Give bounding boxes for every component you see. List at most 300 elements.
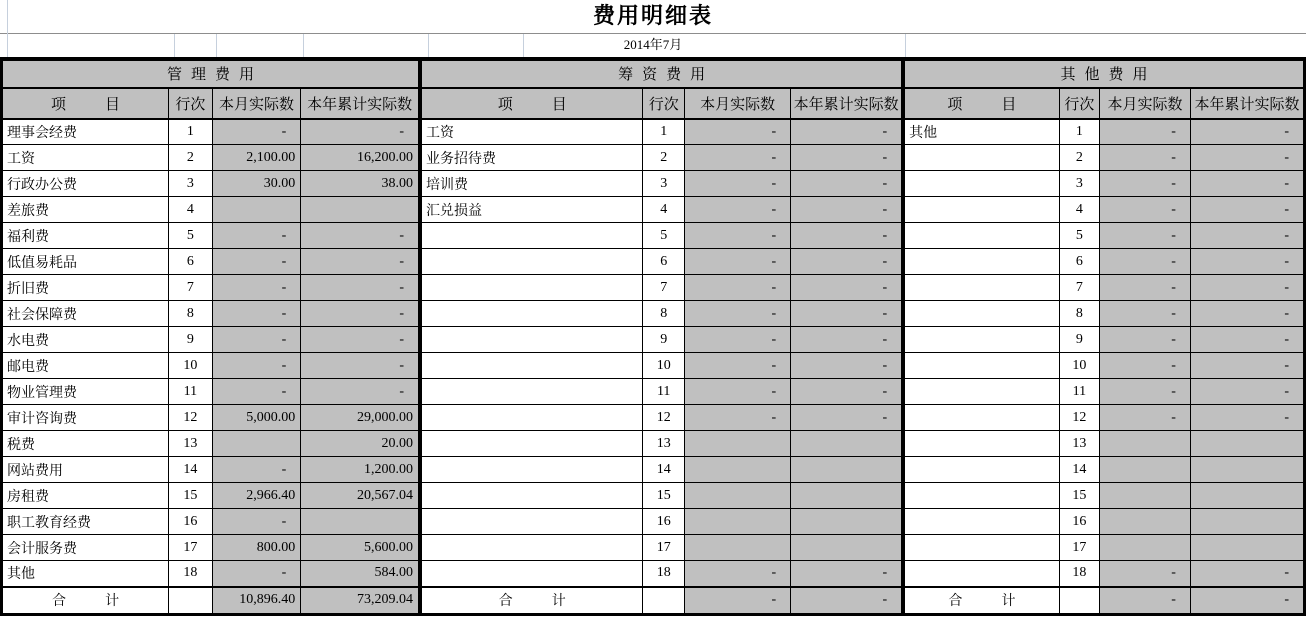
section-financing [421, 60, 904, 614]
table-row [905, 353, 1304, 379]
line-number-cell[interactable]: 14 [1059, 457, 1099, 483]
year-actual-cell[interactable]: 584.00 [301, 561, 420, 587]
total-line-cell[interactable] [643, 587, 685, 614]
month-actual-cell[interactable] [684, 457, 790, 483]
table-row [905, 431, 1304, 457]
section-header-row [905, 61, 1304, 88]
line-number-cell[interactable]: 1 [1059, 119, 1099, 145]
table-row [3, 275, 420, 301]
table-row [422, 171, 903, 197]
line-number-cell[interactable]: 9 [1059, 327, 1099, 353]
page-title[interactable]: 费用明细表 [0, 0, 1306, 34]
expense-table [0, 57, 1306, 616]
total-month-cell[interactable]: - [1100, 587, 1191, 614]
table-row [905, 301, 1304, 327]
header-item[interactable]: 项目 [905, 88, 1060, 119]
month-actual-cell[interactable] [684, 483, 790, 509]
item-cell[interactable] [905, 353, 1060, 379]
item-cell[interactable] [422, 535, 643, 561]
item-cell[interactable]: 会计服务费 [3, 535, 169, 561]
item-cell[interactable]: 业务招待费 [422, 145, 643, 171]
header-year-actual[interactable]: 本年累计实际数 [791, 88, 903, 119]
table-row [3, 509, 420, 535]
month-actual-cell[interactable] [684, 509, 790, 535]
year-actual-cell[interactable] [791, 483, 903, 509]
month-actual-cell[interactable] [212, 431, 301, 457]
month-actual-cell[interactable]: - [212, 223, 301, 249]
year-actual-cell[interactable]: - [791, 145, 903, 171]
line-number-cell[interactable]: 17 [169, 535, 213, 561]
month-actual-cell[interactable] [1100, 509, 1191, 535]
line-number-cell[interactable]: 15 [169, 483, 213, 509]
year-actual-cell[interactable]: - [791, 119, 903, 145]
gridline [428, 34, 429, 57]
year-actual-cell[interactable]: - [791, 301, 903, 327]
year-actual-cell[interactable]: - [1190, 119, 1303, 145]
line-number-cell[interactable]: 8 [643, 301, 685, 327]
month-actual-cell[interactable]: - [684, 353, 790, 379]
month-actual-cell[interactable]: - [684, 561, 790, 587]
line-number-cell[interactable]: 6 [169, 249, 213, 275]
line-number-cell[interactable]: 16 [1059, 509, 1099, 535]
line-number-cell[interactable]: 3 [643, 171, 685, 197]
gridline [905, 34, 906, 57]
month-actual-cell[interactable]: - [684, 249, 790, 275]
line-number-cell[interactable]: 15 [643, 483, 685, 509]
table-row [422, 509, 903, 535]
year-actual-cell[interactable] [791, 509, 903, 535]
item-cell[interactable]: 税费 [3, 431, 169, 457]
section-header-other[interactable]: 其他费用 [905, 61, 1304, 88]
table-row [3, 171, 420, 197]
item-cell[interactable] [905, 327, 1060, 353]
year-actual-cell[interactable] [791, 431, 903, 457]
section-header-financing[interactable]: 筹资费用 [422, 61, 903, 88]
line-number-cell[interactable]: 4 [1059, 197, 1099, 223]
item-cell[interactable] [422, 223, 643, 249]
month-actual-cell[interactable]: - [212, 509, 301, 535]
item-cell[interactable] [422, 561, 643, 587]
line-number-cell[interactable]: 9 [643, 327, 685, 353]
month-actual-cell[interactable]: 30.00 [212, 171, 301, 197]
table-row [3, 223, 420, 249]
line-number-cell[interactable]: 11 [1059, 379, 1099, 405]
table-row [3, 353, 420, 379]
year-actual-cell[interactable]: - [1190, 223, 1303, 249]
line-number-cell[interactable]: 4 [169, 197, 213, 223]
line-number-cell[interactable]: 5 [169, 223, 213, 249]
year-actual-cell[interactable] [301, 197, 420, 223]
year-actual-cell[interactable]: - [301, 249, 420, 275]
line-number-cell[interactable]: 10 [643, 353, 685, 379]
header-line-no[interactable]: 行次 [1059, 88, 1099, 119]
month-actual-cell[interactable]: - [684, 379, 790, 405]
month-actual-cell[interactable]: - [212, 301, 301, 327]
column-header-row [422, 88, 903, 119]
year-actual-cell[interactable]: - [1190, 353, 1303, 379]
year-actual-cell[interactable]: - [1190, 171, 1303, 197]
item-cell[interactable] [905, 223, 1060, 249]
year-actual-cell[interactable]: 5,600.00 [301, 535, 420, 561]
month-actual-cell[interactable]: - [684, 223, 790, 249]
total-year-cell[interactable]: - [791, 587, 903, 614]
item-cell[interactable]: 培训费 [422, 171, 643, 197]
item-cell[interactable] [422, 301, 643, 327]
year-actual-cell[interactable]: - [1190, 379, 1303, 405]
item-cell[interactable]: 社会保障费 [3, 301, 169, 327]
month-actual-cell[interactable]: - [212, 119, 301, 145]
year-actual-cell[interactable]: - [791, 223, 903, 249]
year-actual-cell[interactable]: - [791, 275, 903, 301]
month-actual-cell[interactable]: - [212, 379, 301, 405]
year-actual-cell[interactable]: - [301, 379, 420, 405]
table-row [422, 561, 903, 587]
month-actual-cell[interactable]: - [1100, 561, 1191, 587]
month-actual-cell[interactable]: - [684, 119, 790, 145]
item-cell[interactable] [905, 197, 1060, 223]
month-actual-cell[interactable]: - [684, 327, 790, 353]
table-row [3, 379, 420, 405]
line-number-cell[interactable]: 18 [169, 561, 213, 587]
header-item[interactable]: 项目 [422, 88, 643, 119]
line-number-cell[interactable]: 9 [169, 327, 213, 353]
month-actual-cell[interactable]: - [212, 327, 301, 353]
item-cell[interactable] [422, 353, 643, 379]
year-actual-cell[interactable]: - [1190, 197, 1303, 223]
item-cell[interactable] [905, 483, 1060, 509]
line-number-cell[interactable]: 16 [169, 509, 213, 535]
line-number-cell[interactable]: 8 [1059, 301, 1099, 327]
gridline [523, 34, 524, 57]
section-header-row [3, 61, 420, 88]
item-cell[interactable]: 水电费 [3, 327, 169, 353]
year-actual-cell[interactable]: - [301, 275, 420, 301]
month-actual-cell[interactable] [684, 431, 790, 457]
item-cell[interactable] [422, 379, 643, 405]
header-month-actual[interactable]: 本月实际数 [212, 88, 301, 119]
header-year-actual[interactable]: 本年累计实际数 [301, 88, 420, 119]
item-cell[interactable]: 物业管理费 [3, 379, 169, 405]
item-cell[interactable]: 折旧费 [3, 275, 169, 301]
month-actual-cell[interactable]: - [1100, 379, 1191, 405]
year-actual-cell[interactable]: - [301, 119, 420, 145]
year-actual-cell[interactable] [791, 535, 903, 561]
year-actual-cell[interactable] [1190, 483, 1303, 509]
line-number-cell[interactable]: 10 [1059, 353, 1099, 379]
table-row [905, 197, 1304, 223]
month-actual-cell[interactable]: - [1100, 119, 1191, 145]
item-cell[interactable] [905, 379, 1060, 405]
year-actual-cell[interactable]: - [1190, 327, 1303, 353]
line-number-cell[interactable]: 2 [643, 145, 685, 171]
table-row [3, 327, 420, 353]
line-number-cell[interactable]: 12 [169, 405, 213, 431]
line-number-cell[interactable]: 17 [1059, 535, 1099, 561]
month-actual-cell[interactable] [684, 535, 790, 561]
total-label[interactable]: 合计 [3, 587, 169, 614]
item-cell[interactable] [905, 405, 1060, 431]
table-row [422, 405, 903, 431]
month-actual-cell[interactable] [1100, 457, 1191, 483]
month-actual-cell[interactable]: - [684, 405, 790, 431]
month-actual-cell[interactable]: - [684, 301, 790, 327]
item-cell[interactable] [422, 457, 643, 483]
line-number-cell[interactable]: 11 [169, 379, 213, 405]
month-actual-cell[interactable]: - [212, 249, 301, 275]
year-actual-cell[interactable] [1190, 535, 1303, 561]
sheet-header-area [0, 0, 1306, 57]
gridline [174, 34, 175, 57]
item-cell[interactable] [422, 275, 643, 301]
line-number-cell[interactable]: 17 [643, 535, 685, 561]
line-number-cell[interactable]: 2 [169, 145, 213, 171]
item-cell[interactable] [422, 249, 643, 275]
table-row [3, 249, 420, 275]
line-number-cell[interactable]: 14 [169, 457, 213, 483]
year-actual-cell[interactable]: - [791, 379, 903, 405]
year-actual-cell[interactable]: 29,000.00 [301, 405, 420, 431]
item-cell[interactable] [422, 405, 643, 431]
total-line-cell[interactable] [1059, 587, 1099, 614]
month-actual-cell[interactable]: - [1100, 353, 1191, 379]
month-actual-cell[interactable]: - [1100, 405, 1191, 431]
year-actual-cell[interactable]: - [1190, 561, 1303, 587]
line-number-cell[interactable]: 2 [1059, 145, 1099, 171]
line-number-cell[interactable]: 13 [169, 431, 213, 457]
table-row [422, 379, 903, 405]
item-cell[interactable]: 审计咨询费 [3, 405, 169, 431]
header-line-no[interactable]: 行次 [643, 88, 685, 119]
month-actual-cell[interactable]: - [684, 275, 790, 301]
month-actual-cell[interactable]: - [1100, 301, 1191, 327]
item-cell[interactable] [905, 275, 1060, 301]
item-cell[interactable] [422, 509, 643, 535]
year-actual-cell[interactable] [1190, 457, 1303, 483]
item-cell[interactable] [905, 431, 1060, 457]
year-actual-cell[interactable]: - [1190, 275, 1303, 301]
item-cell[interactable] [422, 431, 643, 457]
year-actual-cell[interactable] [301, 509, 420, 535]
total-row [3, 587, 420, 614]
month-actual-cell[interactable] [1100, 535, 1191, 561]
table-row [905, 249, 1304, 275]
year-actual-cell[interactable]: - [791, 353, 903, 379]
section-other [904, 60, 1304, 614]
month-actual-cell[interactable]: 5,000.00 [212, 405, 301, 431]
year-actual-cell[interactable]: - [791, 561, 903, 587]
line-number-cell[interactable]: 1 [169, 119, 213, 145]
year-actual-cell[interactable]: - [1190, 301, 1303, 327]
table-row [422, 457, 903, 483]
table-row [905, 483, 1304, 509]
year-actual-cell[interactable]: - [791, 405, 903, 431]
table-row [3, 197, 420, 223]
line-number-cell[interactable]: 4 [643, 197, 685, 223]
month-actual-cell[interactable]: - [212, 275, 301, 301]
line-number-cell[interactable]: 3 [169, 171, 213, 197]
year-actual-cell[interactable] [791, 457, 903, 483]
year-actual-cell[interactable]: - [1190, 405, 1303, 431]
line-number-cell[interactable]: 13 [1059, 431, 1099, 457]
year-actual-cell[interactable]: 20.00 [301, 431, 420, 457]
month-actual-cell[interactable] [1100, 483, 1191, 509]
total-row [905, 587, 1304, 614]
line-number-cell[interactable]: 3 [1059, 171, 1099, 197]
item-cell[interactable]: 网站费用 [3, 457, 169, 483]
item-cell[interactable]: 低值易耗品 [3, 249, 169, 275]
table-row [905, 405, 1304, 431]
line-number-cell[interactable]: 10 [169, 353, 213, 379]
item-cell[interactable] [422, 327, 643, 353]
year-actual-cell[interactable]: - [301, 353, 420, 379]
month-actual-cell[interactable]: - [212, 353, 301, 379]
total-year-cell[interactable]: 73,209.04 [301, 587, 420, 614]
table-row [3, 457, 420, 483]
table-row [905, 509, 1304, 535]
header-year-actual[interactable]: 本年累计实际数 [1190, 88, 1303, 119]
item-cell[interactable]: 理事会经费 [3, 119, 169, 145]
item-cell[interactable]: 工资 [422, 119, 643, 145]
table-row [905, 457, 1304, 483]
item-cell[interactable]: 其他 [3, 561, 169, 587]
line-number-cell[interactable]: 16 [643, 509, 685, 535]
month-actual-cell[interactable] [1100, 431, 1191, 457]
item-cell[interactable]: 工资 [3, 145, 169, 171]
table-row [422, 327, 903, 353]
line-number-cell[interactable]: 7 [643, 275, 685, 301]
year-actual-cell[interactable]: 38.00 [301, 171, 420, 197]
month-actual-cell[interactable]: - [1100, 145, 1191, 171]
table-row [422, 301, 903, 327]
year-actual-cell[interactable] [1190, 431, 1303, 457]
item-cell[interactable] [905, 457, 1060, 483]
table-row [3, 119, 420, 145]
gridline [7, 0, 8, 57]
table-row [3, 561, 420, 587]
month-actual-cell[interactable]: - [212, 561, 301, 587]
item-cell[interactable]: 房租费 [3, 483, 169, 509]
year-actual-cell[interactable]: 16,200.00 [301, 145, 420, 171]
year-actual-cell[interactable]: - [1190, 249, 1303, 275]
item-cell[interactable]: 差旅费 [3, 197, 169, 223]
header-month-actual[interactable]: 本月实际数 [1100, 88, 1191, 119]
line-number-cell[interactable]: 7 [1059, 275, 1099, 301]
month-actual-cell[interactable]: - [1100, 197, 1191, 223]
line-number-cell[interactable]: 5 [1059, 223, 1099, 249]
total-month-cell[interactable]: - [684, 587, 790, 614]
table-row [422, 145, 903, 171]
table-row [905, 379, 1304, 405]
item-cell[interactable]: 汇兑损益 [422, 197, 643, 223]
month-actual-cell[interactable]: - [1100, 327, 1191, 353]
item-cell[interactable] [905, 535, 1060, 561]
month-actual-cell[interactable]: 2,100.00 [212, 145, 301, 171]
table-row [422, 535, 903, 561]
line-number-cell[interactable]: 8 [169, 301, 213, 327]
total-label[interactable]: 合计 [422, 587, 643, 614]
year-actual-cell[interactable]: - [301, 327, 420, 353]
item-cell[interactable] [905, 301, 1060, 327]
header-item[interactable]: 项目 [3, 88, 169, 119]
item-cell[interactable] [905, 145, 1060, 171]
year-actual-cell[interactable]: - [791, 249, 903, 275]
total-line-cell[interactable] [169, 587, 213, 614]
column-header-row [3, 88, 420, 119]
line-number-cell[interactable]: 15 [1059, 483, 1099, 509]
month-actual-cell[interactable]: 2,966.40 [212, 483, 301, 509]
month-actual-cell[interactable]: - [684, 145, 790, 171]
year-actual-cell[interactable]: - [301, 223, 420, 249]
total-year-cell[interactable]: - [1190, 587, 1303, 614]
line-number-cell[interactable]: 12 [643, 405, 685, 431]
line-number-cell[interactable]: 11 [643, 379, 685, 405]
line-number-cell[interactable]: 6 [1059, 249, 1099, 275]
table-row [3, 145, 420, 171]
table-row [905, 119, 1304, 145]
period-cell[interactable]: 2014年7月 [623, 37, 683, 52]
line-number-cell[interactable]: 1 [643, 119, 685, 145]
table-row [422, 249, 903, 275]
year-actual-cell[interactable]: - [791, 327, 903, 353]
item-cell[interactable]: 行政办公费 [3, 171, 169, 197]
line-number-cell[interactable]: 13 [643, 431, 685, 457]
table-row [905, 535, 1304, 561]
total-label[interactable]: 合计 [905, 587, 1060, 614]
line-number-cell[interactable]: 18 [1059, 561, 1099, 587]
year-actual-cell[interactable]: - [1190, 145, 1303, 171]
item-cell[interactable]: 邮电费 [3, 353, 169, 379]
table-row [905, 145, 1304, 171]
item-cell[interactable]: 福利费 [3, 223, 169, 249]
item-cell[interactable] [905, 249, 1060, 275]
line-number-cell[interactable]: 18 [643, 561, 685, 587]
item-cell[interactable] [422, 483, 643, 509]
header-line-no[interactable]: 行次 [169, 88, 213, 119]
month-actual-cell[interactable]: - [1100, 171, 1191, 197]
line-number-cell[interactable]: 5 [643, 223, 685, 249]
month-actual-cell[interactable]: - [1100, 275, 1191, 301]
table-row [422, 483, 903, 509]
month-actual-cell[interactable] [212, 197, 301, 223]
year-actual-cell[interactable] [1190, 509, 1303, 535]
month-actual-cell[interactable]: - [1100, 223, 1191, 249]
line-number-cell[interactable]: 6 [643, 249, 685, 275]
month-actual-cell[interactable]: - [684, 171, 790, 197]
year-actual-cell[interactable]: - [791, 171, 903, 197]
month-actual-cell[interactable]: - [212, 457, 301, 483]
item-cell[interactable] [905, 561, 1060, 587]
item-cell[interactable] [905, 171, 1060, 197]
header-month-actual[interactable]: 本月实际数 [684, 88, 790, 119]
year-actual-cell[interactable]: 20,567.04 [301, 483, 420, 509]
item-cell[interactable]: 职工教育经费 [3, 509, 169, 535]
total-month-cell[interactable]: 10,896.40 [212, 587, 301, 614]
year-actual-cell[interactable]: - [301, 301, 420, 327]
item-cell[interactable] [905, 509, 1060, 535]
section-management [2, 60, 421, 614]
month-actual-cell[interactable]: - [684, 197, 790, 223]
month-actual-cell[interactable]: 800.00 [212, 535, 301, 561]
item-cell[interactable]: 其他 [905, 119, 1060, 145]
section-header-management[interactable]: 管理费用 [3, 61, 420, 88]
year-actual-cell[interactable]: 1,200.00 [301, 457, 420, 483]
year-actual-cell[interactable]: - [791, 197, 903, 223]
line-number-cell[interactable]: 12 [1059, 405, 1099, 431]
month-actual-cell[interactable]: - [1100, 249, 1191, 275]
line-number-cell[interactable]: 7 [169, 275, 213, 301]
table-row [422, 353, 903, 379]
line-number-cell[interactable]: 14 [643, 457, 685, 483]
